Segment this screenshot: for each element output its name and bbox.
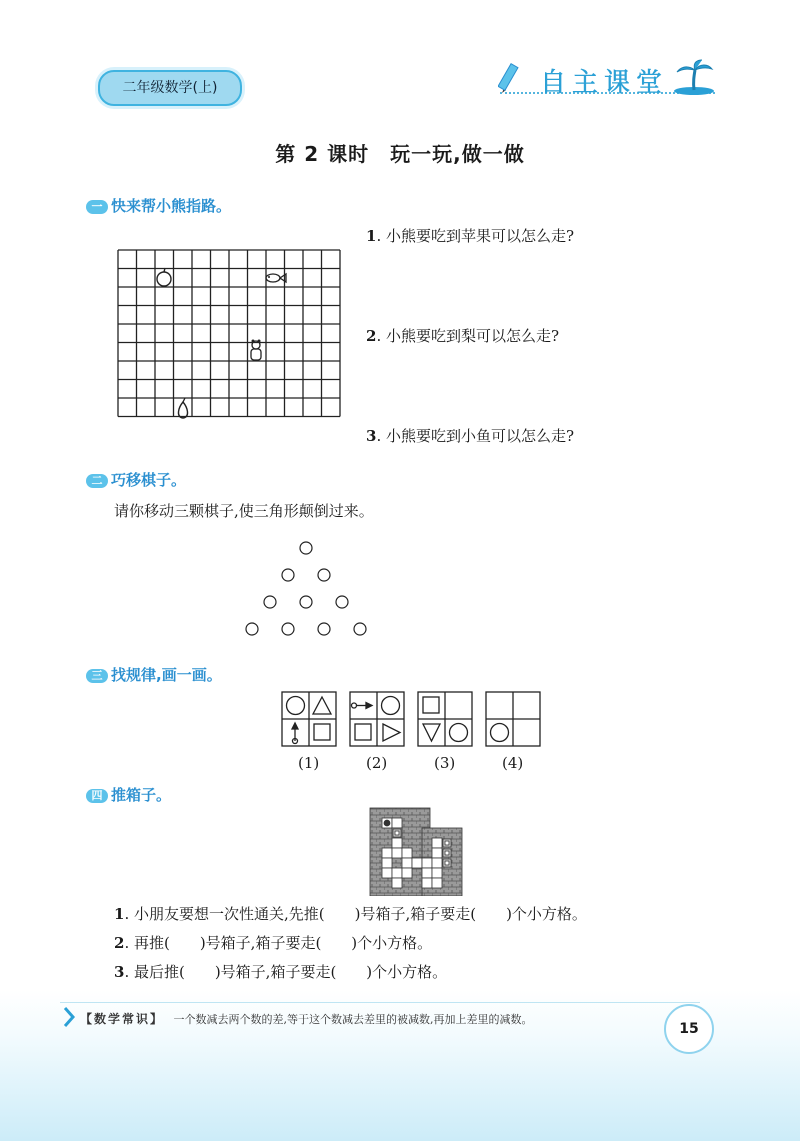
section-4-heading <box>86 784 171 805</box>
pattern-label-4: (4) <box>502 754 524 772</box>
square-shape <box>355 724 371 740</box>
square-shape <box>314 724 330 740</box>
pattern-grid-3 <box>418 692 472 746</box>
page-number: 15 <box>664 1004 714 1054</box>
pear-icon <box>178 398 187 418</box>
pattern-grids <box>280 690 544 750</box>
pattern-label-1: (1) <box>298 754 320 772</box>
triangle-shape <box>313 697 331 714</box>
section-1-heading <box>86 195 231 216</box>
circle-shape <box>382 697 400 715</box>
section-4-title: 推箱子。 <box>111 786 172 804</box>
q1-item-2: 2. 小熊要吃到梨可以怎么走? <box>366 327 560 345</box>
section-3-heading <box>86 664 222 685</box>
q4-item-1: 1. 小朋友要想一次性通关,先推( )号箱子,箱子要走( )个小方格。 <box>114 905 587 923</box>
section-2-title: 巧移棋子。 <box>111 471 187 489</box>
fish-icon <box>266 274 286 282</box>
square-shape <box>423 697 439 713</box>
bear-grid <box>116 248 342 422</box>
triangle-shape <box>383 724 400 741</box>
apple-icon <box>157 268 171 286</box>
q4-item-2: 2. 再推( )号箱子,箱子要走( )个小方格。 <box>114 934 433 952</box>
brand-title: 自主课堂 <box>540 68 669 98</box>
chess-triangle <box>236 532 376 640</box>
section-4-number: 四 <box>86 789 108 803</box>
pattern-label-3: (3) <box>434 754 456 772</box>
chess-piece <box>318 569 330 581</box>
math-fact-label: 【数学常识】 <box>80 1012 165 1026</box>
q1-item-1: 1. 小熊要吃到苹果可以怎么走? <box>366 227 575 245</box>
math-fact <box>80 1010 533 1027</box>
chess-piece <box>282 569 294 581</box>
footer-divider <box>60 1002 700 1003</box>
pattern-grid-4 <box>486 692 540 746</box>
grade-badge: 二年级数学(上) <box>98 70 242 106</box>
chevron-right-icon <box>62 1006 76 1028</box>
section-1-title: 快来帮小熊指路。 <box>111 197 232 215</box>
chess-piece <box>282 623 294 635</box>
chess-piece <box>300 596 312 608</box>
math-fact-text: 一个数减去两个数的差,等于这个数减去差里的被减数,再加上差里的减数。 <box>173 1013 533 1026</box>
palm-island-icon <box>672 58 716 96</box>
circle-shape <box>287 697 305 715</box>
chess-piece <box>318 623 330 635</box>
chess-piece <box>264 596 276 608</box>
pattern-grid-1 <box>282 692 336 746</box>
chess-piece <box>336 596 348 608</box>
chess-piece <box>300 542 312 554</box>
section-3-title: 找规律,画一画。 <box>111 666 222 684</box>
q4-item-3: 3. 最后推( )号箱子,箱子要走( )个小方格。 <box>114 963 448 981</box>
chess-piece <box>354 623 366 635</box>
triangle-shape <box>423 724 440 741</box>
pattern-label-2: (2) <box>366 754 388 772</box>
section-2-number: 二 <box>86 474 108 488</box>
circle-shape <box>491 724 509 742</box>
q2-instruction: 请你移动三颗棋子,使三角形颠倒过来。 <box>114 502 374 520</box>
section-3-number: 三 <box>86 669 108 683</box>
section-1-number: 一 <box>86 200 108 214</box>
pattern-grid-2 <box>350 692 404 746</box>
q1-item-3: 3. 小熊要吃到小鱼可以怎么走? <box>366 427 575 445</box>
page-title: 第 2 课时 玩一玩,做一做 <box>275 142 525 166</box>
circle-shape <box>450 724 468 742</box>
pencil-icon <box>498 60 526 94</box>
chess-piece <box>246 623 258 635</box>
section-2-heading <box>86 469 186 490</box>
player-icon <box>384 820 390 826</box>
sokoban-board <box>368 806 464 896</box>
